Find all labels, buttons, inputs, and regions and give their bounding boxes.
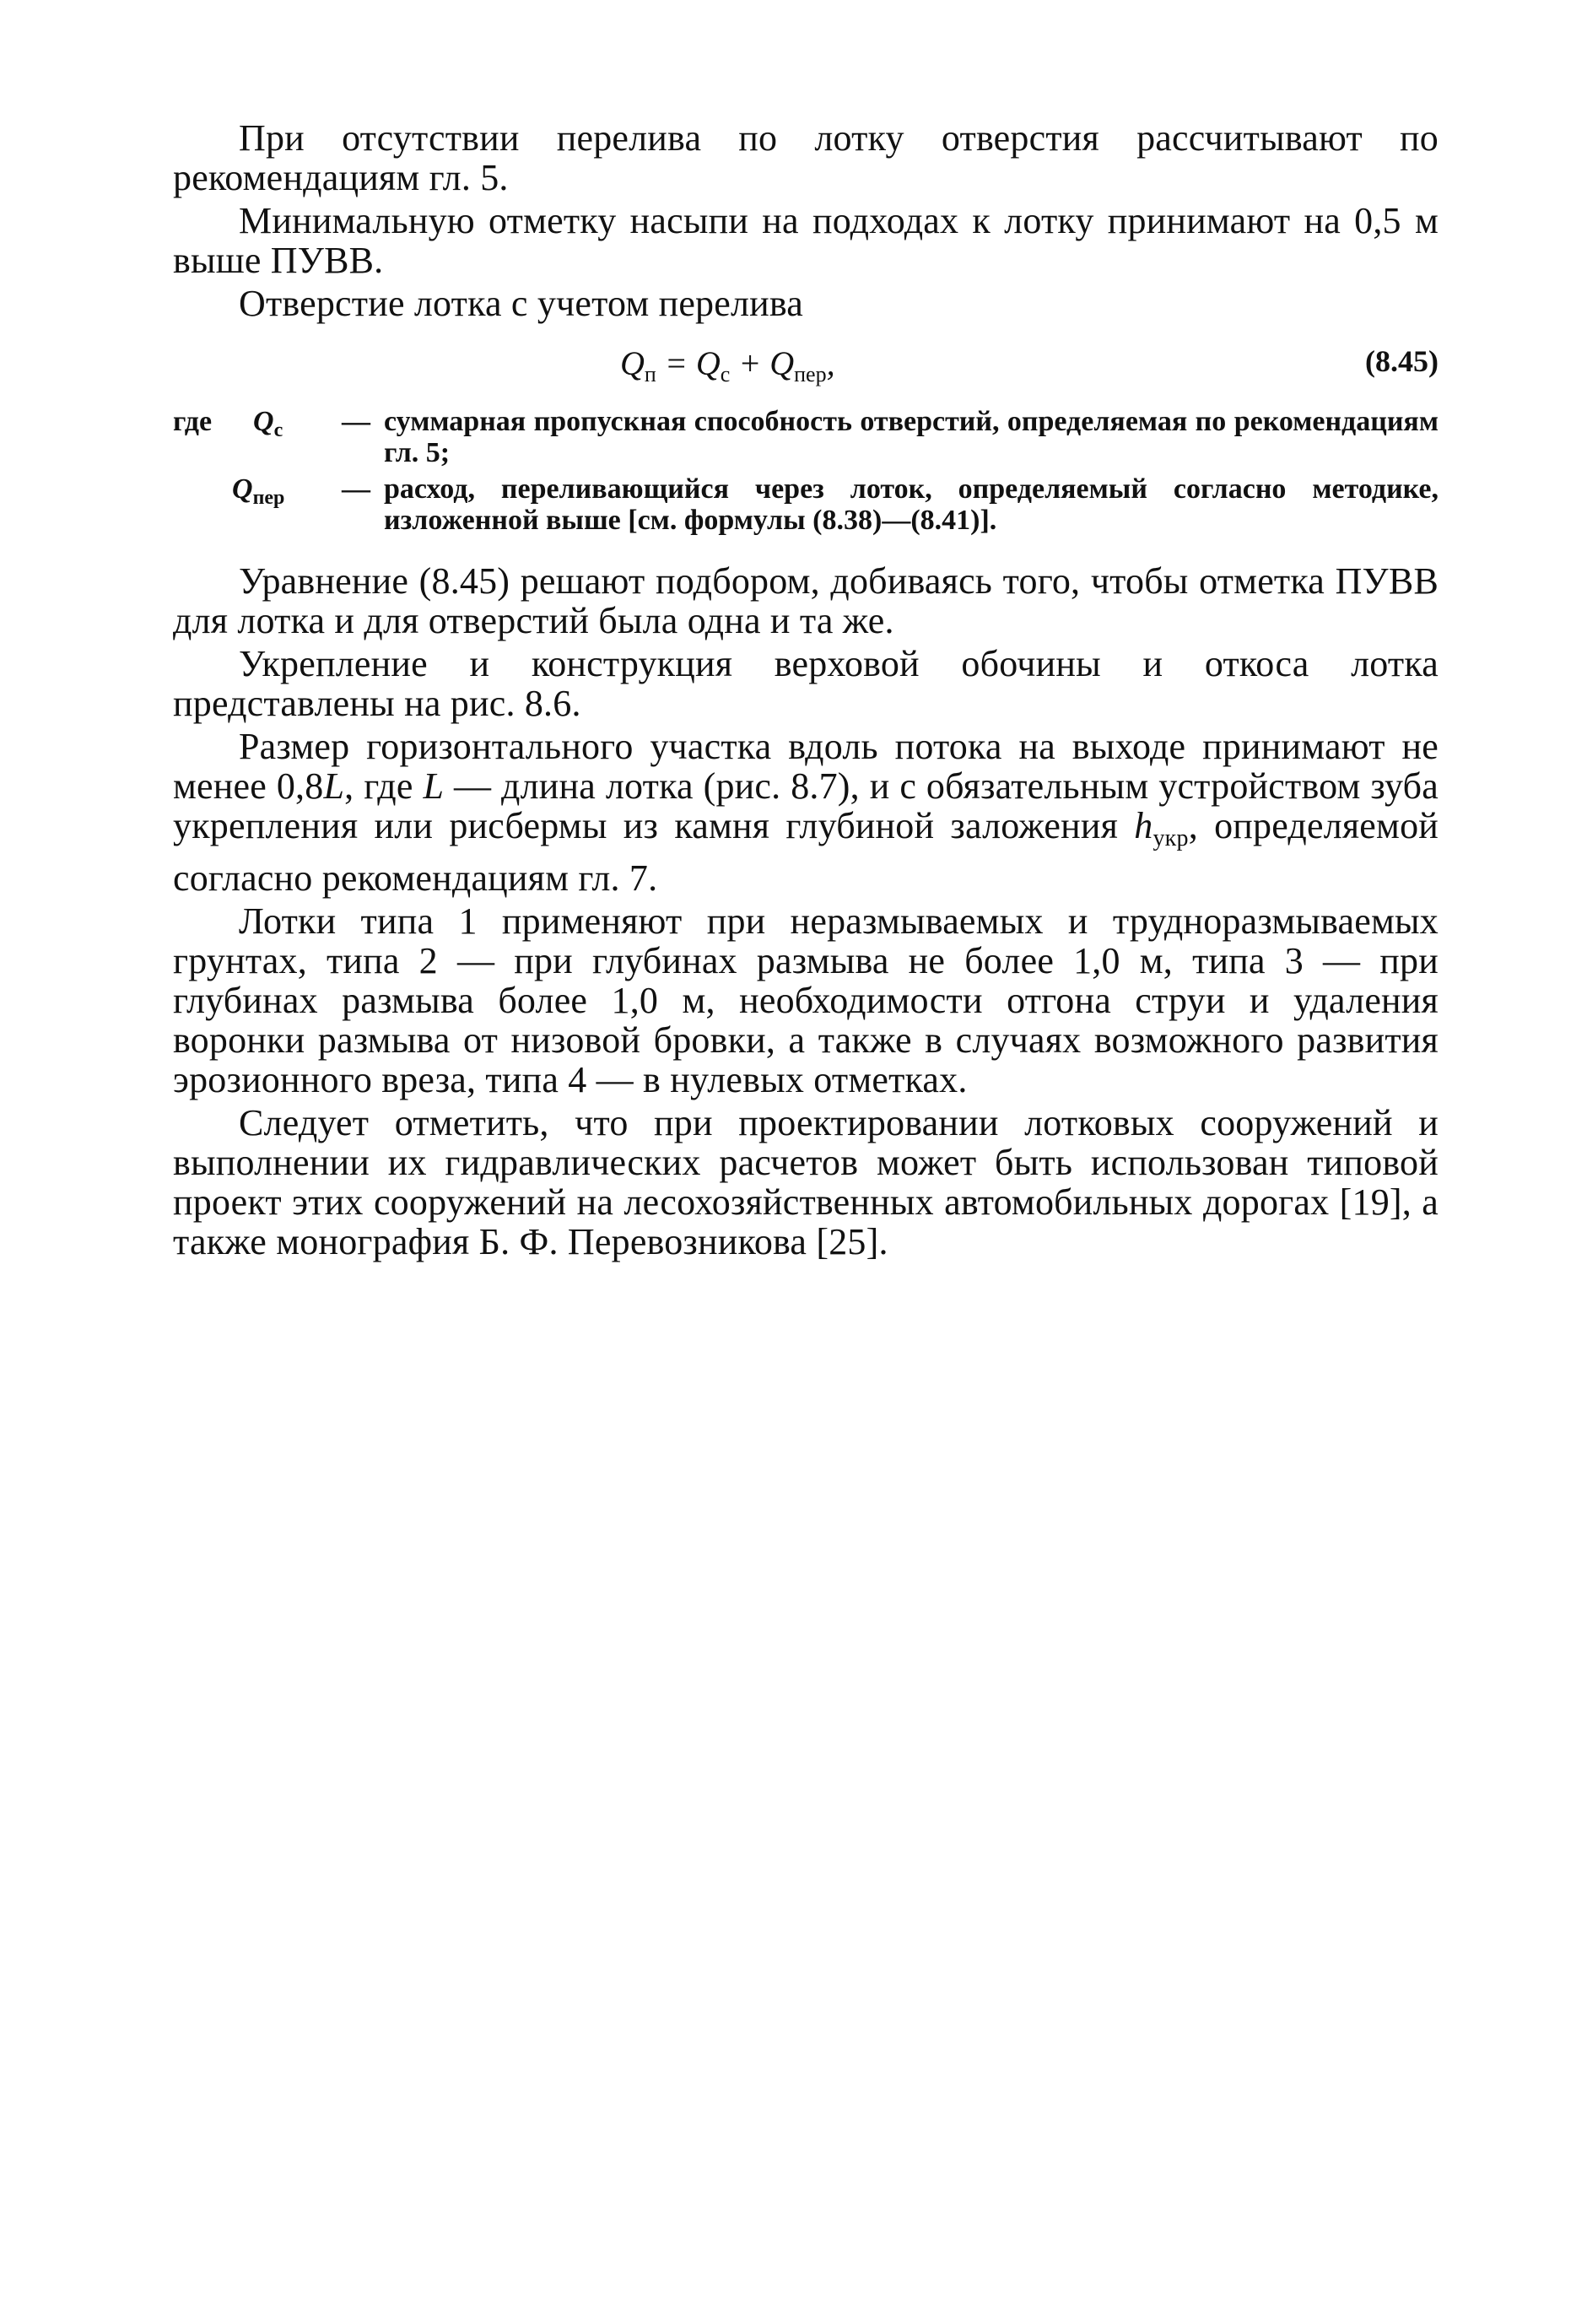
paragraph-horizontal-section: Размер горизонтального участка вдоль потока на выходе принимают не менее 0,8L, где L — длина лотка (рис. 8.7), и с обязательным устройством зуба укрепления или рисбермы из камня глубиной заложения $h_{укр}$, определяемой согласно рекомендациям гл. 7. — [173, 726, 1439, 899]
paragraph-reinforcement: Укрепление и конструкция верховой обочины и откоса лотка представлены на рис. 8.6. — [173, 643, 1439, 724]
paragraph-min-embankment: Минимальную отметку насыпи на подходах к лотку принимают на 0,5 м выше ПУВВ. — [173, 200, 1439, 281]
symbol-qc: $Q_с$ — [253, 406, 283, 441]
page-content — [173, 118, 1439, 1265]
paragraph-tray-types: Лотки типа 1 применяют при неразмываемых и трудноразмываемых грунтах, типа 2 — при глубинах размыва не более 1,0 м, типа 3 — при глубинах размыва более 1,0 м, необходимости отгона струи и удаления воронки размыва от низовой бровки, а также в случаях возможного развития эрозионного вреза, типа 4 — в нулевых отметках. — [173, 900, 1439, 1100]
paragraph-no-overflow: При отсутствии перелива по лотку отверстия рассчитывают по рекомендациям гл. 5. — [173, 117, 1439, 198]
paragraph-opening-with-overflow: Отверстие лотка с учетом перелива — [239, 283, 804, 324]
symbol-qper: $Q_{пер}$ — [232, 473, 285, 509]
definition-qc: $Q_с$ — суммарная пропускная способность отверстий, определяемая по рекомендациям гл. 5; — [253, 406, 1439, 468]
paragraph-references: Следует отметить, что при проектировании лотковых сооружений и выполнении их гидравлических расчетов может быть использован типовой проект этих сооружений на лесохозяйственных автомобильных дорогах [19], а также монография Б. Ф. Перевозникова [25]. — [173, 1102, 1439, 1262]
formula-expression: $Q_п = Q_с + Q_{пер}$, — [620, 344, 835, 386]
where-definitions — [173, 406, 1439, 536]
where-lead: где — [173, 406, 213, 437]
definition-qper: $Q_{пер}$ — расход, переливающийся через лоток, определяемый согласно методике, изложенной выше [см. формулы (8.38)—(8.41)]. — [232, 473, 1439, 536]
definition-qper-text: расход, переливающийся через лоток, определяемый согласно методике, изложенной выше [см. формулы (8.38)—(8.41)]. — [384, 473, 1439, 536]
formula-8-45 — [173, 338, 1439, 391]
definition-qc-text: суммарная пропускная способность отверстий, определяемая по рекомендациям гл. 5; — [384, 406, 1439, 468]
paragraph-equation-solution: Уравнение (8.45) решают подбором, добиваясь того, чтобы отметка ПУВВ для лотка и для отверстий была одна и та же. — [173, 560, 1439, 641]
equation-number: (8.45) — [1365, 344, 1439, 378]
